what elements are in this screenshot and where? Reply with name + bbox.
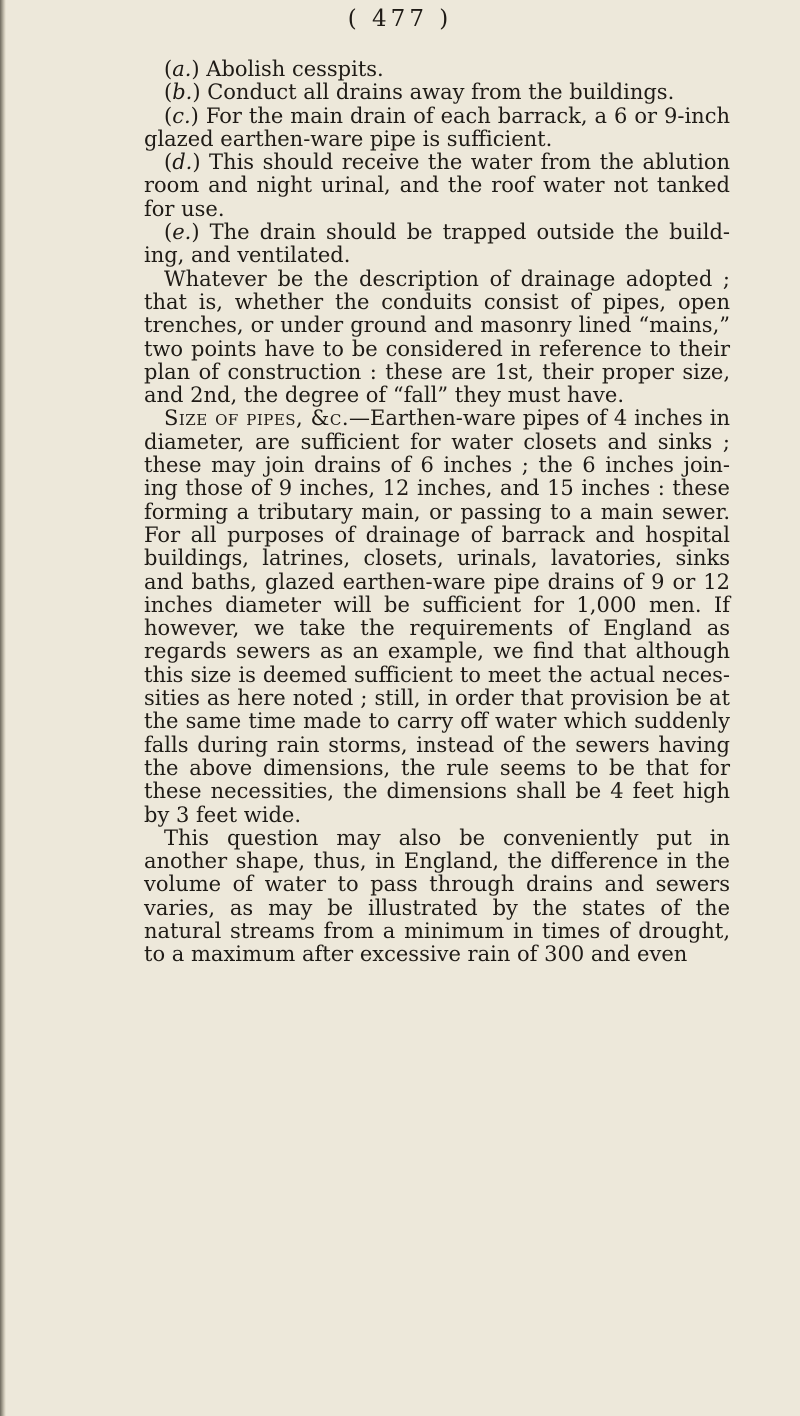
list-marker: c. xyxy=(172,103,191,128)
list-marker: e. xyxy=(172,220,192,245)
body-text xyxy=(144,58,730,967)
list-item-b: (b.) Conduct all drains away from the buildings. xyxy=(164,80,675,105)
list-marker: d. xyxy=(172,150,193,175)
paragraph-drainage: Whatever be the description of drainage adopted ; that is, whether the conduits consist of pipes, open trenches, or under ground and masonry lined “mains,” two points have to be considered in reference to their plan of construction : these are 1st, their proper size, and 2nd, the degree of “fall” they must have. xyxy=(144,266,730,408)
list-item-text: For the main drain of each barrack, a 6 or 9-inch glazed earthen-ware pipe is sufficient. xyxy=(144,103,730,151)
list-marker: b. xyxy=(172,80,193,105)
paragraph-text: —Earthen-ware pipes of 4 inches in diameter, are sufficient for water closets and sinks ; these may join drains of 6 inches ; the 6 inches join-ing those of 9 inches, 12 inches, and 15 inches : these forming a tributary main, or passing to a main sewer. For all purposes of drainage of barrack and hospital buildings, latrines, closets, urinals, lavatories, sinks and baths, glazed earthen-ware pipe drains of 9 or 12 inches diameter will be sufficient for 1,000 men. If however, we take the requirements of England as regards sewers as an example, we find that although this size is deemed sufficient to meet the actual neces-sities as here noted ; still, in order that provision be at the same time made to carry off water which suddenly falls during rain storms, instead of the sewers having the above dimensions, the rule seems to be that for these necessities, the dimensions shall be 4 feet high by 3 feet wide. xyxy=(144,406,730,827)
page-number-header: ( 477 ) xyxy=(347,6,453,32)
paragraph-volume: This question may also be conveniently put in another shape, thus, in England, the difference in the volume of water to pass through drains and sewers varies, as may be illustrated by the states of the natural streams from a minimum in times of drought, to a maximum after excessive rain of 300 and even xyxy=(144,825,730,967)
list-item-text: The drain should be trapped outside the build-ing, and ventilated. xyxy=(144,220,731,268)
binding-edge xyxy=(0,0,6,1416)
list-marker: a. xyxy=(172,57,192,81)
list-item-e: (e.) The drain should be trapped outside the build-ing, and ventilated. xyxy=(144,220,731,268)
list-item-text: Abolish cesspits. xyxy=(206,57,384,81)
list-item-text: This should receive the water from the ablution room and night urinal, and the roof water not tanked for use. xyxy=(144,150,730,221)
section-lead: Size of pipes, &c. xyxy=(164,406,349,431)
list-item-d: (d.) This should receive the water from the ablution room and night urinal, and the roof water not tanked for use. xyxy=(144,150,730,221)
list-item-a: (a.) Abolish cesspits. xyxy=(164,57,384,81)
paragraph-size-of-pipes xyxy=(144,407,730,826)
list-item-text: Conduct all drains away from the buildings. xyxy=(207,80,675,105)
list-item-c: (c.) For the main drain of each barrack, a 6 or 9-inch glazed earthen-ware pipe is sufficient. xyxy=(144,103,730,151)
